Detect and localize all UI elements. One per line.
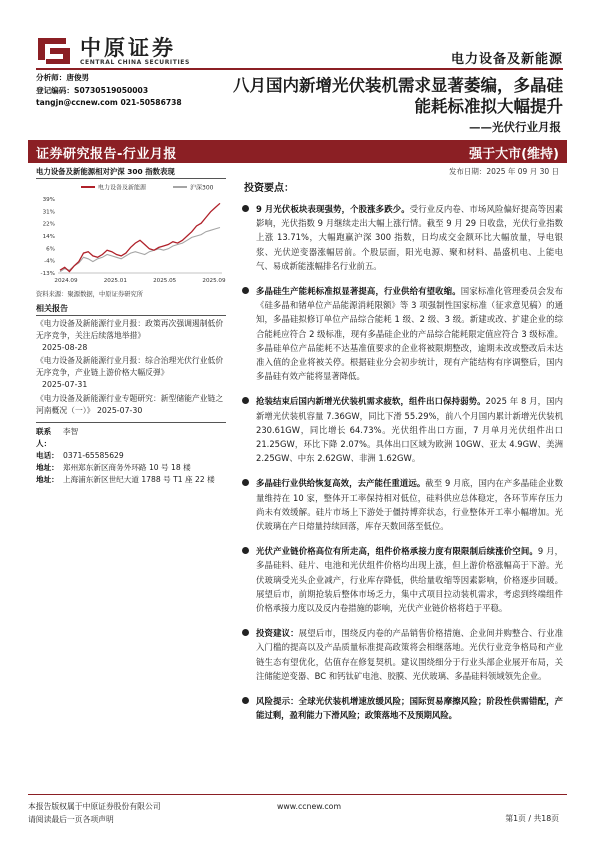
report-type-band [28, 140, 567, 163]
bullet-icon [242, 397, 249, 404]
phone-number: 0371-65585629 [63, 451, 124, 461]
publish-date: 发布日期：2025 年 09 月 30 日 [448, 167, 559, 176]
related-report-3-title: 《电力设备及新能源行业专题研究：新型储能产业链之河南概况（一）》 [36, 393, 224, 415]
key-point-6-body: 展望后市，围绕反内卷的产品销售价格措施、企业间并购整合、行业准入门槛的提高以及产品质量标准提高政策将会相继落地。光伏行业竞争格局和产业链生态有望优化，估值存在修复契机。建议围绕细分于行业头部企业展开布局，关注储能逆变器、BC 和钙钛矿电池、胶膜、光伏玻璃、多晶硅料领域领先企业。 [256, 628, 564, 681]
address-zhengzhou: 郑州郑东新区商务外环路 10 号 18 楼 [63, 463, 191, 473]
registration-label: 登记编码： [36, 85, 74, 95]
key-point-3-heading: 抢装结束后国内新增光伏装机需求疲软，组件出口保持弱势。 [256, 396, 486, 407]
page-number: 第1页 / 共18页 [505, 814, 559, 823]
series-line-1 [60, 203, 220, 271]
y-tick-label: 39% [42, 197, 55, 203]
y-tick-label: -4% [44, 258, 55, 265]
key-points-title: 投资要点： [244, 183, 294, 194]
key-point-5-body: 9 月，多晶硅料、硅片、电池和光伏组件价格均出现上涨，但上游价格涨幅高于下游。光伏玻璃受光头企业减产，行业库存降低，供给量收缩等因素影响，价格逐步回暖。展望后市，前期抢装后整体市场乏力，集中式项目拉动装机需求，考虑到终端组件价格承接力度以及反内卷措施的影响，光伏产业链价格将趋于平稳。 [256, 546, 563, 614]
related-report-1-date: 2025-08-28 [42, 342, 88, 352]
footer-copyright: 本报告版权属于中原证券股份有限公司 [28, 802, 161, 811]
logo-name-en: CENTRAL CHINA SECURITIES [80, 59, 190, 66]
key-point-5 [238, 544, 563, 615]
contact-info [36, 422, 226, 486]
report-subtitle: ——光伏行业月报 [469, 120, 561, 134]
bullet-icon [242, 479, 249, 486]
left-column [36, 166, 226, 486]
rating-label: 强于大市(维持) [469, 147, 559, 162]
related-report-2[interactable] [36, 355, 226, 390]
chart-svg [36, 179, 226, 289]
key-point-7 [238, 694, 563, 722]
contact-person: 李智 [63, 427, 79, 437]
y-tick-label: 22% [42, 221, 55, 228]
legend-label-1: 电力设备及新能源 [98, 184, 147, 192]
address-label: 地址： [36, 463, 59, 473]
related-report-3-date: 2025-07-30 [96, 405, 143, 415]
header-divider [36, 68, 563, 70]
key-point-4-body: 截至 9 月底，国内在产多晶硅企业数量维持在 10 家，整体开工率保持相对低位，硅料供应总体稳定，各环节库存压力尚未有效缓解。硅片市场上下游处于僵持博弈状态，行业整体开工率小幅增加。光伏玻璃在产日熔量持续回落，库存天数回落至低位。 [256, 478, 564, 532]
related-report-1[interactable] [36, 318, 226, 353]
key-point-7-heading: 风险提示：全球光伏装机增速放缓风险；国际贸易摩擦风险；阶段性供需错配，产能过剩，盈利能力下滑风险；政策落地不及预期风险。 [256, 696, 563, 721]
bullet-icon [242, 547, 249, 554]
company-logo [36, 30, 191, 70]
performance-chart [36, 179, 226, 289]
key-points-section [238, 179, 563, 734]
report-type-label: 证券研究报告-行业月报 [36, 147, 177, 162]
industry-label: 电力设备及新能源 [450, 52, 563, 67]
key-point-6 [238, 626, 563, 683]
analyst-name: 唐俊男 [66, 73, 90, 82]
logo-mark-icon [36, 30, 76, 68]
y-tick-label: -13% [40, 271, 55, 277]
legend-label-2: 沪深300 [190, 184, 214, 192]
key-point-4-heading: 多晶硅行业供给恢复高效，去产能任重道远。 [256, 478, 426, 489]
key-point-1-body: 受行业反内卷、市场风险偏好提高等因素影响，光伏指数 9 月继续走出大幅上涨行情。截至 9 月 29 日收盘，光伏行业指数上涨 13.71%，大幅跑赢沪深 300 指数，日均成交金额环比大幅放量，导电银浆、光伏逆变器涨幅居前。个股层面，阳光电源、聚和材料、晶盛机电、上能电气、易成新能涨幅排名行业前五。 [256, 204, 564, 271]
key-point-1-heading: 9 月光伏板块表现强势，个股涨多跌少。 [256, 204, 410, 214]
address2-label: 地址： [36, 475, 59, 485]
phone-label: 电话： [36, 451, 59, 461]
report-title: 八月国内新增光伏装机需求显著萎编，多晶硅能耗标准拟大幅提升 [233, 76, 563, 116]
key-point-3-body: 2025 年 8 月，国内新增光伏装机容量 7.36GW，同比下滑 55.29%，前八个月国内累计新增光伏装机 230.61GW，同比增长 64.73%。光伏组件出口方面，7 月单月光伏组件出口 21.25GW，环比下降 2.07%。具体出口区域为欧洲 10GW、亚太 4.9GW、美洲 2.25GW、中东 2.62GW、非洲 1.62GW。 [256, 396, 563, 464]
bullet-icon [242, 287, 249, 294]
analyst-info [36, 72, 182, 110]
bullet-icon [242, 205, 249, 212]
footer-disclaimer: 请阅读最后一页各项声明 [28, 815, 114, 824]
key-point-6-heading: 投资建议： [256, 628, 299, 639]
footer-website[interactable]: www.ccnew.com [277, 802, 342, 811]
key-point-1 [238, 202, 563, 273]
footer-left [28, 800, 341, 826]
registration-code: S0730519050003 [73, 85, 149, 95]
key-point-2-body: 国家标准化管理委员会发布《硅多晶和锗单位产品能源消耗限额》等 3 项强制性国家标准（征求意见稿）的通知，多晶硅拟修订单位产品综合能耗 1 级、2 级、3 级。新建或改、扩建企业的综合能耗应符合 2 级标准，现有多晶硅企业的产品综合能耗限定值应符合 3 级标准。多晶硅单位产品能耗不达基准值要求的企业将被限期整改，逾期未改或整改后未达准入值的企业将被关停。根据硅业分会初步统计，现有产能结构有序调整后，国内多晶硅有效产能将显著降低。 [256, 286, 564, 382]
y-tick-label: 31% [42, 209, 55, 216]
key-point-3 [238, 394, 563, 465]
x-tick-label: 2025.01 [103, 278, 127, 284]
contact-person-label: 联系人： [36, 427, 52, 449]
related-report-1-title: 《电力设备及新能源行业月报：政策再次强调遏制低价无序竞争，关注后续落地举措》 [36, 319, 224, 340]
series-line-2 [60, 228, 220, 272]
key-point-2-heading: 多晶硅生产能耗标准拟显著提高，行业供给有望收缩。 [256, 286, 461, 297]
related-report-2-date: 2025-07-31 [42, 379, 88, 389]
chart-source: 资料来源：聚源数据，中原证券研究所 [36, 291, 144, 298]
address-shanghai: 上海浦东新区世纪大道 1788 号 T1 座 22 楼 [63, 475, 215, 485]
key-point-4 [238, 476, 563, 533]
analyst-label: 分析师： [36, 73, 67, 82]
x-tick-label: 2024.09 [54, 278, 78, 284]
key-point-2 [238, 284, 563, 383]
logo-name-cn: 中原证券 [80, 35, 176, 60]
x-tick-label: 2025.05 [153, 278, 177, 284]
chart-title: 电力设备及新能源相对沪深 300 指数表现 [36, 166, 226, 179]
related-reports-title: 相关报告 [36, 303, 226, 316]
bullet-icon [242, 697, 249, 704]
related-report-3[interactable] [36, 393, 226, 417]
y-tick-label: 6% [46, 246, 55, 253]
x-tick-label: 2025.09 [202, 278, 226, 284]
analyst-contact: tangjn@ccnew.com 021-50586738 [36, 98, 182, 108]
footer-divider [28, 794, 567, 795]
key-point-5-heading: 光伏产业链价格高位有所走高，组件价格承接力度有限限制后续涨价空间。 [256, 546, 538, 557]
y-tick-label: 14% [42, 234, 55, 240]
bullet-icon [242, 629, 249, 636]
related-report-2-title: 《电力设备及新能源行业月报：综合治理光伏行业低价无序竞争，产业链上游价格大幅反弹》 [36, 356, 224, 378]
